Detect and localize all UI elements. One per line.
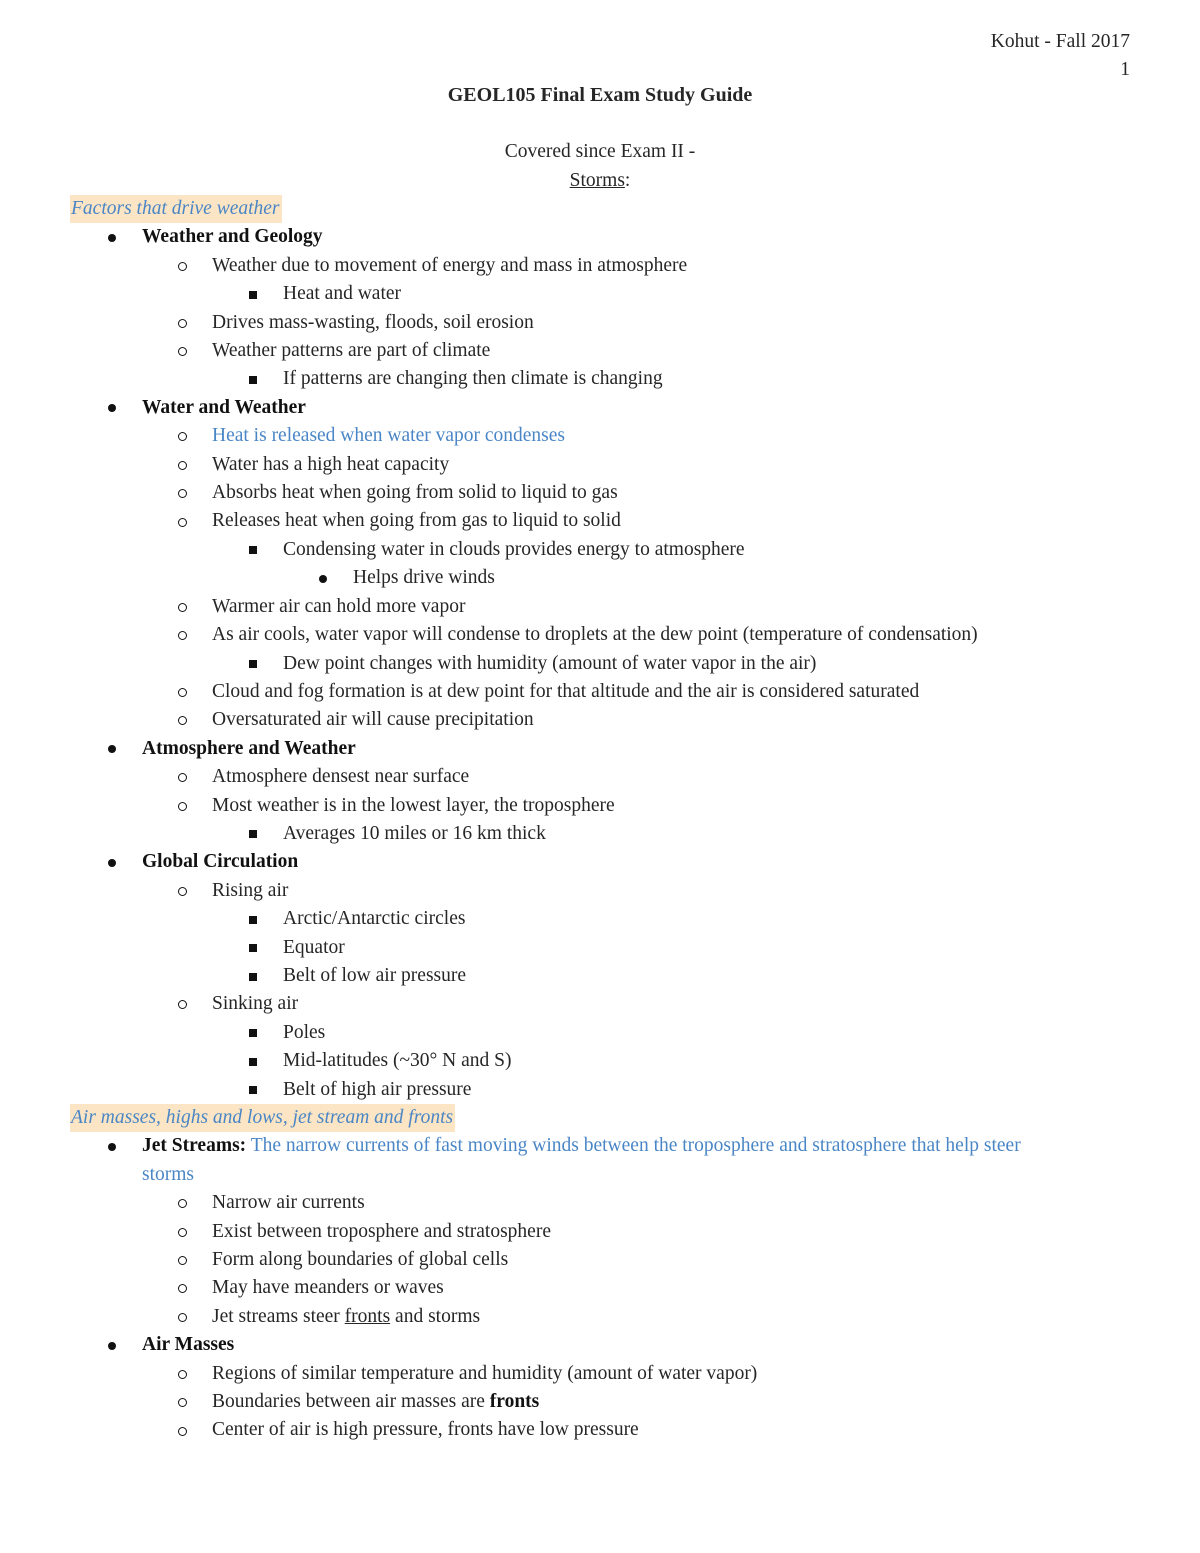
- list-item: [70, 1388, 1130, 1416]
- list-item: [70, 962, 1130, 990]
- document-subtitle: Covered since Exam II -: [504, 141, 696, 162]
- list-item: [70, 877, 1130, 905]
- item-text: Rising air: [212, 879, 289, 901]
- bullet-icon: [313, 564, 333, 592]
- square-bullet-icon: [243, 934, 263, 962]
- list-item: [70, 1019, 1130, 1047]
- list-item: [70, 479, 1130, 507]
- bullet-icon: [102, 848, 122, 876]
- list-item: [70, 735, 1130, 763]
- item-text: May have meanders or waves: [212, 1277, 444, 1299]
- item-text: Center of air is high pressure, fronts have low pressure: [212, 1419, 639, 1441]
- list-item: [70, 1274, 1130, 1302]
- topic-heading: Water and Weather: [142, 396, 306, 418]
- circle-bullet-icon: [172, 678, 192, 706]
- item-text: Heat and water: [283, 283, 402, 305]
- list-item: [70, 536, 1130, 564]
- item-text: Mid-latitudes (~30° N and S): [283, 1050, 512, 1072]
- circle-bullet-icon: [172, 422, 192, 450]
- square-bullet-icon: [243, 536, 263, 564]
- list-item: [70, 309, 1130, 337]
- topic-heading: Weather and Geology: [142, 226, 323, 248]
- section-heading: [70, 1104, 1130, 1132]
- item-text: Regions of similar temperature and humidity (amount of water vapor): [212, 1362, 758, 1384]
- list-item: [70, 1246, 1130, 1274]
- item-text: Cloud and fog formation is at dew point for that altitude and the air is considered saturated: [212, 680, 920, 702]
- square-bullet-icon: [243, 280, 263, 308]
- square-bullet-icon: [243, 1019, 263, 1047]
- square-bullet-icon: [243, 650, 263, 678]
- author-term: Kohut - Fall 2017: [990, 31, 1130, 52]
- list-item: [70, 792, 1130, 820]
- item-text: Helps drive winds: [353, 567, 495, 589]
- item-text: Condensing water in clouds provides energy to atmosphere: [283, 538, 745, 560]
- list-item: [70, 1331, 1130, 1359]
- circle-bullet-icon: [172, 593, 192, 621]
- item-text: Most weather is in the lowest layer, the troposphere: [212, 794, 615, 816]
- list-item: [70, 1360, 1130, 1388]
- item-text: Belt of low air pressure: [283, 964, 467, 986]
- item-text: Arctic/Antarctic circles: [283, 908, 466, 930]
- circle-bullet-icon: [172, 621, 192, 649]
- list-item: [70, 621, 1130, 649]
- item-text: Atmosphere densest near surface: [212, 766, 470, 788]
- square-bullet-icon: [243, 820, 263, 848]
- list-item: [70, 905, 1130, 933]
- item-text: Form along boundaries of global cells: [212, 1249, 509, 1271]
- list-item: [70, 365, 1130, 393]
- circle-bullet-icon: [172, 1360, 192, 1388]
- bullet-icon: [102, 223, 122, 251]
- list-item: [70, 990, 1130, 1018]
- square-bullet-icon: [243, 365, 263, 393]
- item-text: Averages 10 miles or 16 km thick: [283, 822, 546, 844]
- item-text: If patterns are changing then climate is changing: [283, 368, 663, 390]
- bullet-icon: [102, 735, 122, 763]
- circle-bullet-icon: [172, 309, 192, 337]
- circle-bullet-icon: [172, 1218, 192, 1246]
- item-text: Absorbs heat when going from solid to liquid to gas: [212, 482, 618, 504]
- jet-stream-definition-end: storms: [142, 1163, 195, 1185]
- square-bullet-icon: [243, 1047, 263, 1075]
- item-text: Dew point changes with humidity (amount of water vapor in the air): [283, 652, 817, 674]
- list-item: [70, 1189, 1130, 1217]
- section-airmasses-label: Air masses, highs and lows, jet stream and fronts: [70, 1104, 455, 1132]
- item-text: Weather patterns are part of climate: [212, 340, 491, 362]
- list-item: [70, 394, 1130, 422]
- square-bullet-icon: [243, 905, 263, 933]
- underlined-term: fronts: [344, 1305, 391, 1327]
- list-item: [70, 223, 1130, 251]
- topic-suffix: :: [624, 170, 631, 191]
- list-item: [70, 1303, 1130, 1331]
- page-header: [991, 28, 1130, 84]
- item-text: As air cools, water vapor will condense to droplets at the dew point (temperature of condensation): [212, 624, 978, 646]
- highlighted-text: Heat is released when water vapor condenses: [212, 425, 566, 447]
- item-text: Jet streams steer: [212, 1305, 345, 1327]
- bold-term: fronts: [489, 1391, 540, 1413]
- list-item: [70, 678, 1130, 706]
- item-text: Releases heat when going from gas to liquid to solid: [212, 510, 621, 532]
- list-item: [70, 337, 1130, 365]
- circle-bullet-icon: [172, 1303, 192, 1331]
- circle-bullet-icon: [172, 792, 192, 820]
- list-item: [70, 593, 1130, 621]
- topic-heading: Atmosphere and Weather: [142, 737, 356, 759]
- item-text: Water has a high heat capacity: [212, 453, 450, 475]
- list-item: [70, 507, 1130, 535]
- bullet-icon: [102, 1132, 122, 1160]
- circle-bullet-icon: [172, 990, 192, 1018]
- list-item: [70, 280, 1130, 308]
- item-text: and storms: [390, 1305, 481, 1327]
- circle-bullet-icon: [172, 706, 192, 734]
- list-item: [70, 422, 1130, 450]
- list-item: [70, 1047, 1130, 1075]
- circle-bullet-icon: [172, 252, 192, 280]
- list-item-continuation: [70, 1161, 1130, 1189]
- list-item: [70, 763, 1130, 791]
- circle-bullet-icon: [172, 337, 192, 365]
- list-item: [70, 1132, 1130, 1160]
- list-item: [70, 706, 1130, 734]
- bullet-icon: [102, 1331, 122, 1359]
- circle-bullet-icon: [172, 763, 192, 791]
- circle-bullet-icon: [172, 451, 192, 479]
- circle-bullet-icon: [172, 1246, 192, 1274]
- item-text: Oversaturated air will cause precipitation: [212, 709, 534, 731]
- bullet-icon: [102, 394, 122, 422]
- topic-heading: Jet Streams:: [142, 1135, 247, 1157]
- item-text: Drives mass-wasting, floods, soil erosion: [212, 311, 534, 333]
- topic-heading: Storms: [569, 170, 625, 191]
- jet-stream-definition: The narrow currents of fast moving winds between the troposphere and stratosphere that help steer: [250, 1135, 1021, 1157]
- item-text: Weather due to movement of energy and mass in atmosphere: [212, 254, 688, 276]
- circle-bullet-icon: [172, 1388, 192, 1416]
- item-text: Narrow air currents: [212, 1192, 365, 1214]
- item-text: Equator: [283, 936, 345, 958]
- list-item: [70, 650, 1130, 678]
- item-text: Poles: [283, 1021, 326, 1043]
- list-item: [70, 451, 1130, 479]
- circle-bullet-icon: [172, 1189, 192, 1217]
- list-item: [70, 1218, 1130, 1246]
- circle-bullet-icon: [172, 479, 192, 507]
- list-item: [70, 564, 1130, 592]
- square-bullet-icon: [243, 1076, 263, 1104]
- list-item: [70, 820, 1130, 848]
- list-item: [70, 252, 1130, 280]
- topic-line: [0, 167, 1200, 195]
- item-text: Belt of high air pressure: [283, 1078, 472, 1100]
- section-heading: [70, 195, 1130, 223]
- document-title: GEOL105 Final Exam Study Guide: [447, 84, 753, 106]
- circle-bullet-icon: [172, 877, 192, 905]
- page-number: 1: [1120, 59, 1130, 80]
- circle-bullet-icon: [172, 507, 192, 535]
- topic-heading: Air Masses: [142, 1334, 235, 1356]
- item-text: Warmer air can hold more vapor: [212, 595, 466, 617]
- list-item: [70, 1416, 1130, 1444]
- list-item: [70, 934, 1130, 962]
- list-item: [70, 848, 1130, 876]
- item-text: Boundaries between air masses are: [212, 1391, 490, 1413]
- study-guide-body: [70, 195, 1130, 1445]
- circle-bullet-icon: [172, 1416, 192, 1444]
- list-item: [70, 1076, 1130, 1104]
- circle-bullet-icon: [172, 1274, 192, 1302]
- item-text: Exist between troposphere and stratosphere: [212, 1220, 551, 1242]
- square-bullet-icon: [243, 962, 263, 990]
- topic-heading: Global Circulation: [142, 851, 299, 873]
- item-text: Sinking air: [212, 993, 299, 1015]
- section-factors-label: Factors that drive weather: [70, 195, 282, 223]
